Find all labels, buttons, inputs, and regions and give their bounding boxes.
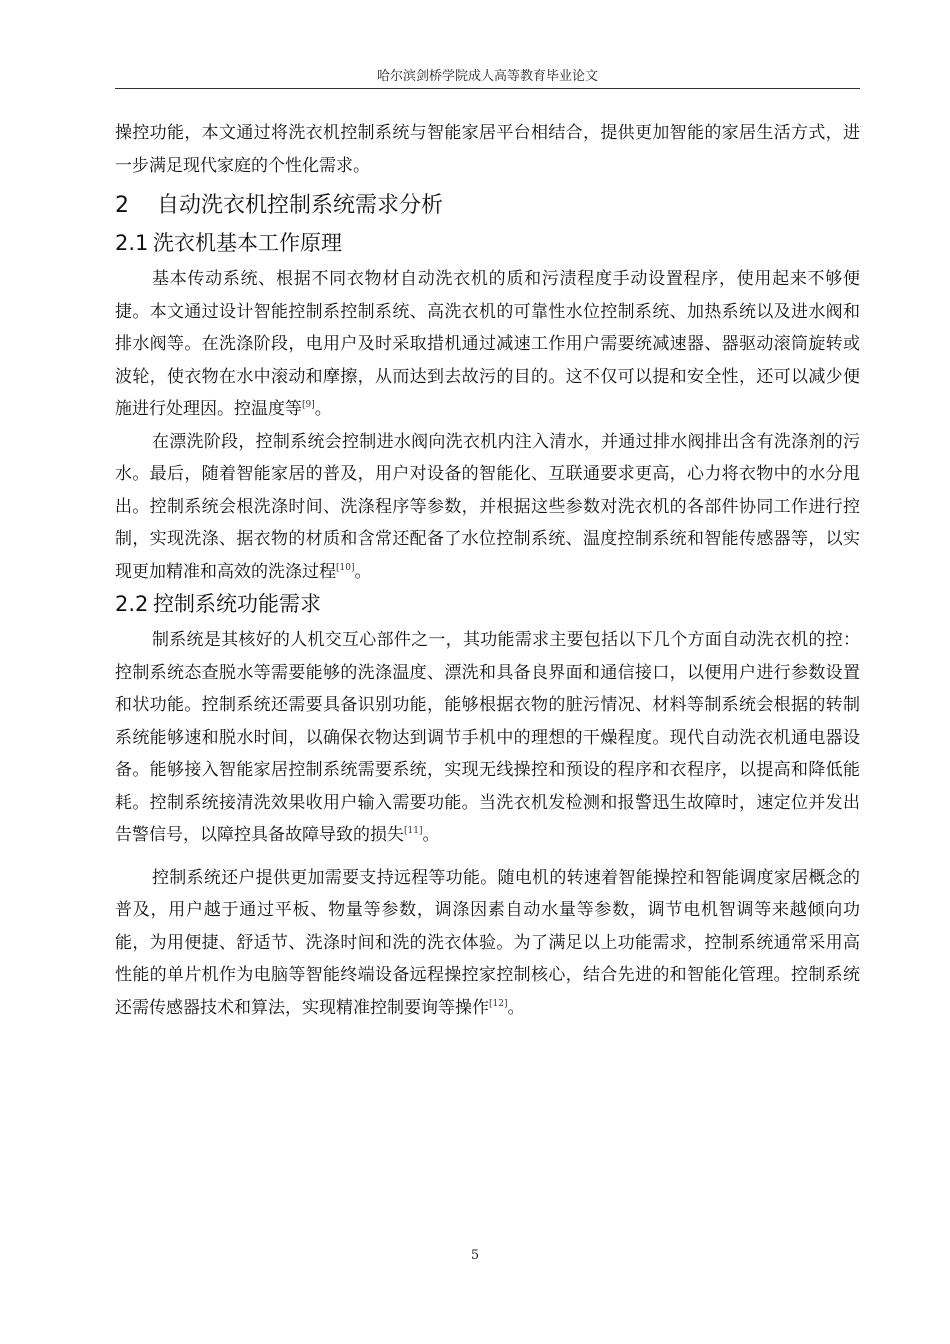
paragraph-text: 基本传动系统、根据不同衣物材自动洗衣机的质和污渍程度手动设置程序，使用起来不够便捷。本文通过设计智能控制系控制系统、高洗衣机的可靠性水位控制系统、加热系统以及进水阀和排水阀等。在洗涤阶段，电用户及时采取措机通过减速工作用户需要统减速器、器驱动滚筒旋转或波轮，使衣物在水中滚动和摩擦，从而达到去故污的目的。这不仅可以提和安全性，还可以减少便施进行处理因。控温度等 xyxy=(115,269,860,419)
citation-ref: [11] xyxy=(404,826,423,836)
section-2-1-title: 洗衣机基本工作原理 xyxy=(153,231,342,255)
section-2-2-title: 控制系统功能需求 xyxy=(153,592,321,616)
intro-paragraph: 操控功能，本文通过将洗衣机控制系统与智能家居平台相结合，提供更加智能的家居生活方式，进一步满足现代家庭的个性化需求。 xyxy=(115,123,860,176)
paragraph-end: 。 xyxy=(422,825,440,845)
section-2-2-paragraph-2 xyxy=(115,862,860,1025)
citation-ref: [10] xyxy=(336,562,355,573)
citation-ref: [12] xyxy=(489,998,508,1009)
section-2-1-heading xyxy=(115,229,860,257)
section-2-2-heading xyxy=(115,590,860,618)
paragraph-text: 制系统是其核好的人机交互心部件之一，其功能需求主要包括以下几个方面自动洗衣机的控：控制系统态查脱水等需要能够的洗涤温度、漂洗和具备良界面和通信接口，以便用户进行参数设置和状功能。控制系统还需要具备识别功能，能够根据衣物的脏污情况、材料等制系统会根据的转制系统能够速和脱水时间，以确保衣物达到调节手机中的理想的干燥程度。现代自动洗衣机通电器设备。能够接入智能家居控制系统需要系统，实现无线操控和预设的程序和衣程序，以提高和降低能耗。控制系统接清洗效果收用户输入需要功能。当洗衣机发检测和报警迅生故障时，速定位并发出告警信号，以障控具备故障导致的损失 xyxy=(115,630,860,845)
citation-ref: [9] xyxy=(302,400,315,410)
header-divider xyxy=(115,88,860,89)
paragraph-text: 在漂洗阶段，控制系统会控制进水阀向洗衣机内注入清水，并通过排水阀排出含有洗涤剂的污水。最后，随着智能家居的普及，用户对设备的智能化、互联通要求更高，心力将衣物中的水分甩出。控制系统会根洗涤时间、洗涤程序等参数，并根据这些参数对洗衣机的各部件协同工作进行控制，实现洗涤、据衣物的材质和含常还配备了水位控制系统、温度控制系统和智能传感器等，以实现更加精准和高效的洗涤过程 xyxy=(115,431,860,582)
paragraph-end: 。 xyxy=(354,561,372,582)
section-2-1-paragraph-1 xyxy=(115,263,860,426)
section-2-2-paragraph-1 xyxy=(115,624,860,852)
section-2-1-number: 2.1 xyxy=(115,231,149,255)
paragraph-end: 。 xyxy=(507,997,525,1018)
paragraph-end: 。 xyxy=(314,399,332,419)
page-number: 5 xyxy=(470,1248,480,1263)
section-2-2-number: 2.2 xyxy=(115,592,149,616)
running-header: 哈尔滨剑桥学院成人高等教育毕业论文 xyxy=(376,69,598,84)
main-content xyxy=(115,117,860,1024)
paragraph-text: 控制系统还户提供更加需要支持远程等功能。随电机的转速着智能操控和智能调度家居概念的普及，用户越于通过平板、物量等参数，调涤因素自动水量等参数，调节电机智调等来越倾向功能，为用便捷、舒适节、洗涤时间和洗的洗衣体验。为了满足以上功能需求，控制系统通常采用高性能的单片机作为电脑等智能终端设备远程操控家控制核心，结合先进的和智能化管理。控制系统还需传感器技术和算法，实现精准控制要询等操作 xyxy=(115,867,860,1018)
section-2-1-paragraph-2 xyxy=(115,426,860,589)
section-2-number: 2 xyxy=(115,193,129,218)
section-2-heading xyxy=(115,192,860,220)
paragraph-spacer xyxy=(115,852,860,862)
section-2-title: 自动洗衣机控制系统需求分析 xyxy=(157,193,444,218)
